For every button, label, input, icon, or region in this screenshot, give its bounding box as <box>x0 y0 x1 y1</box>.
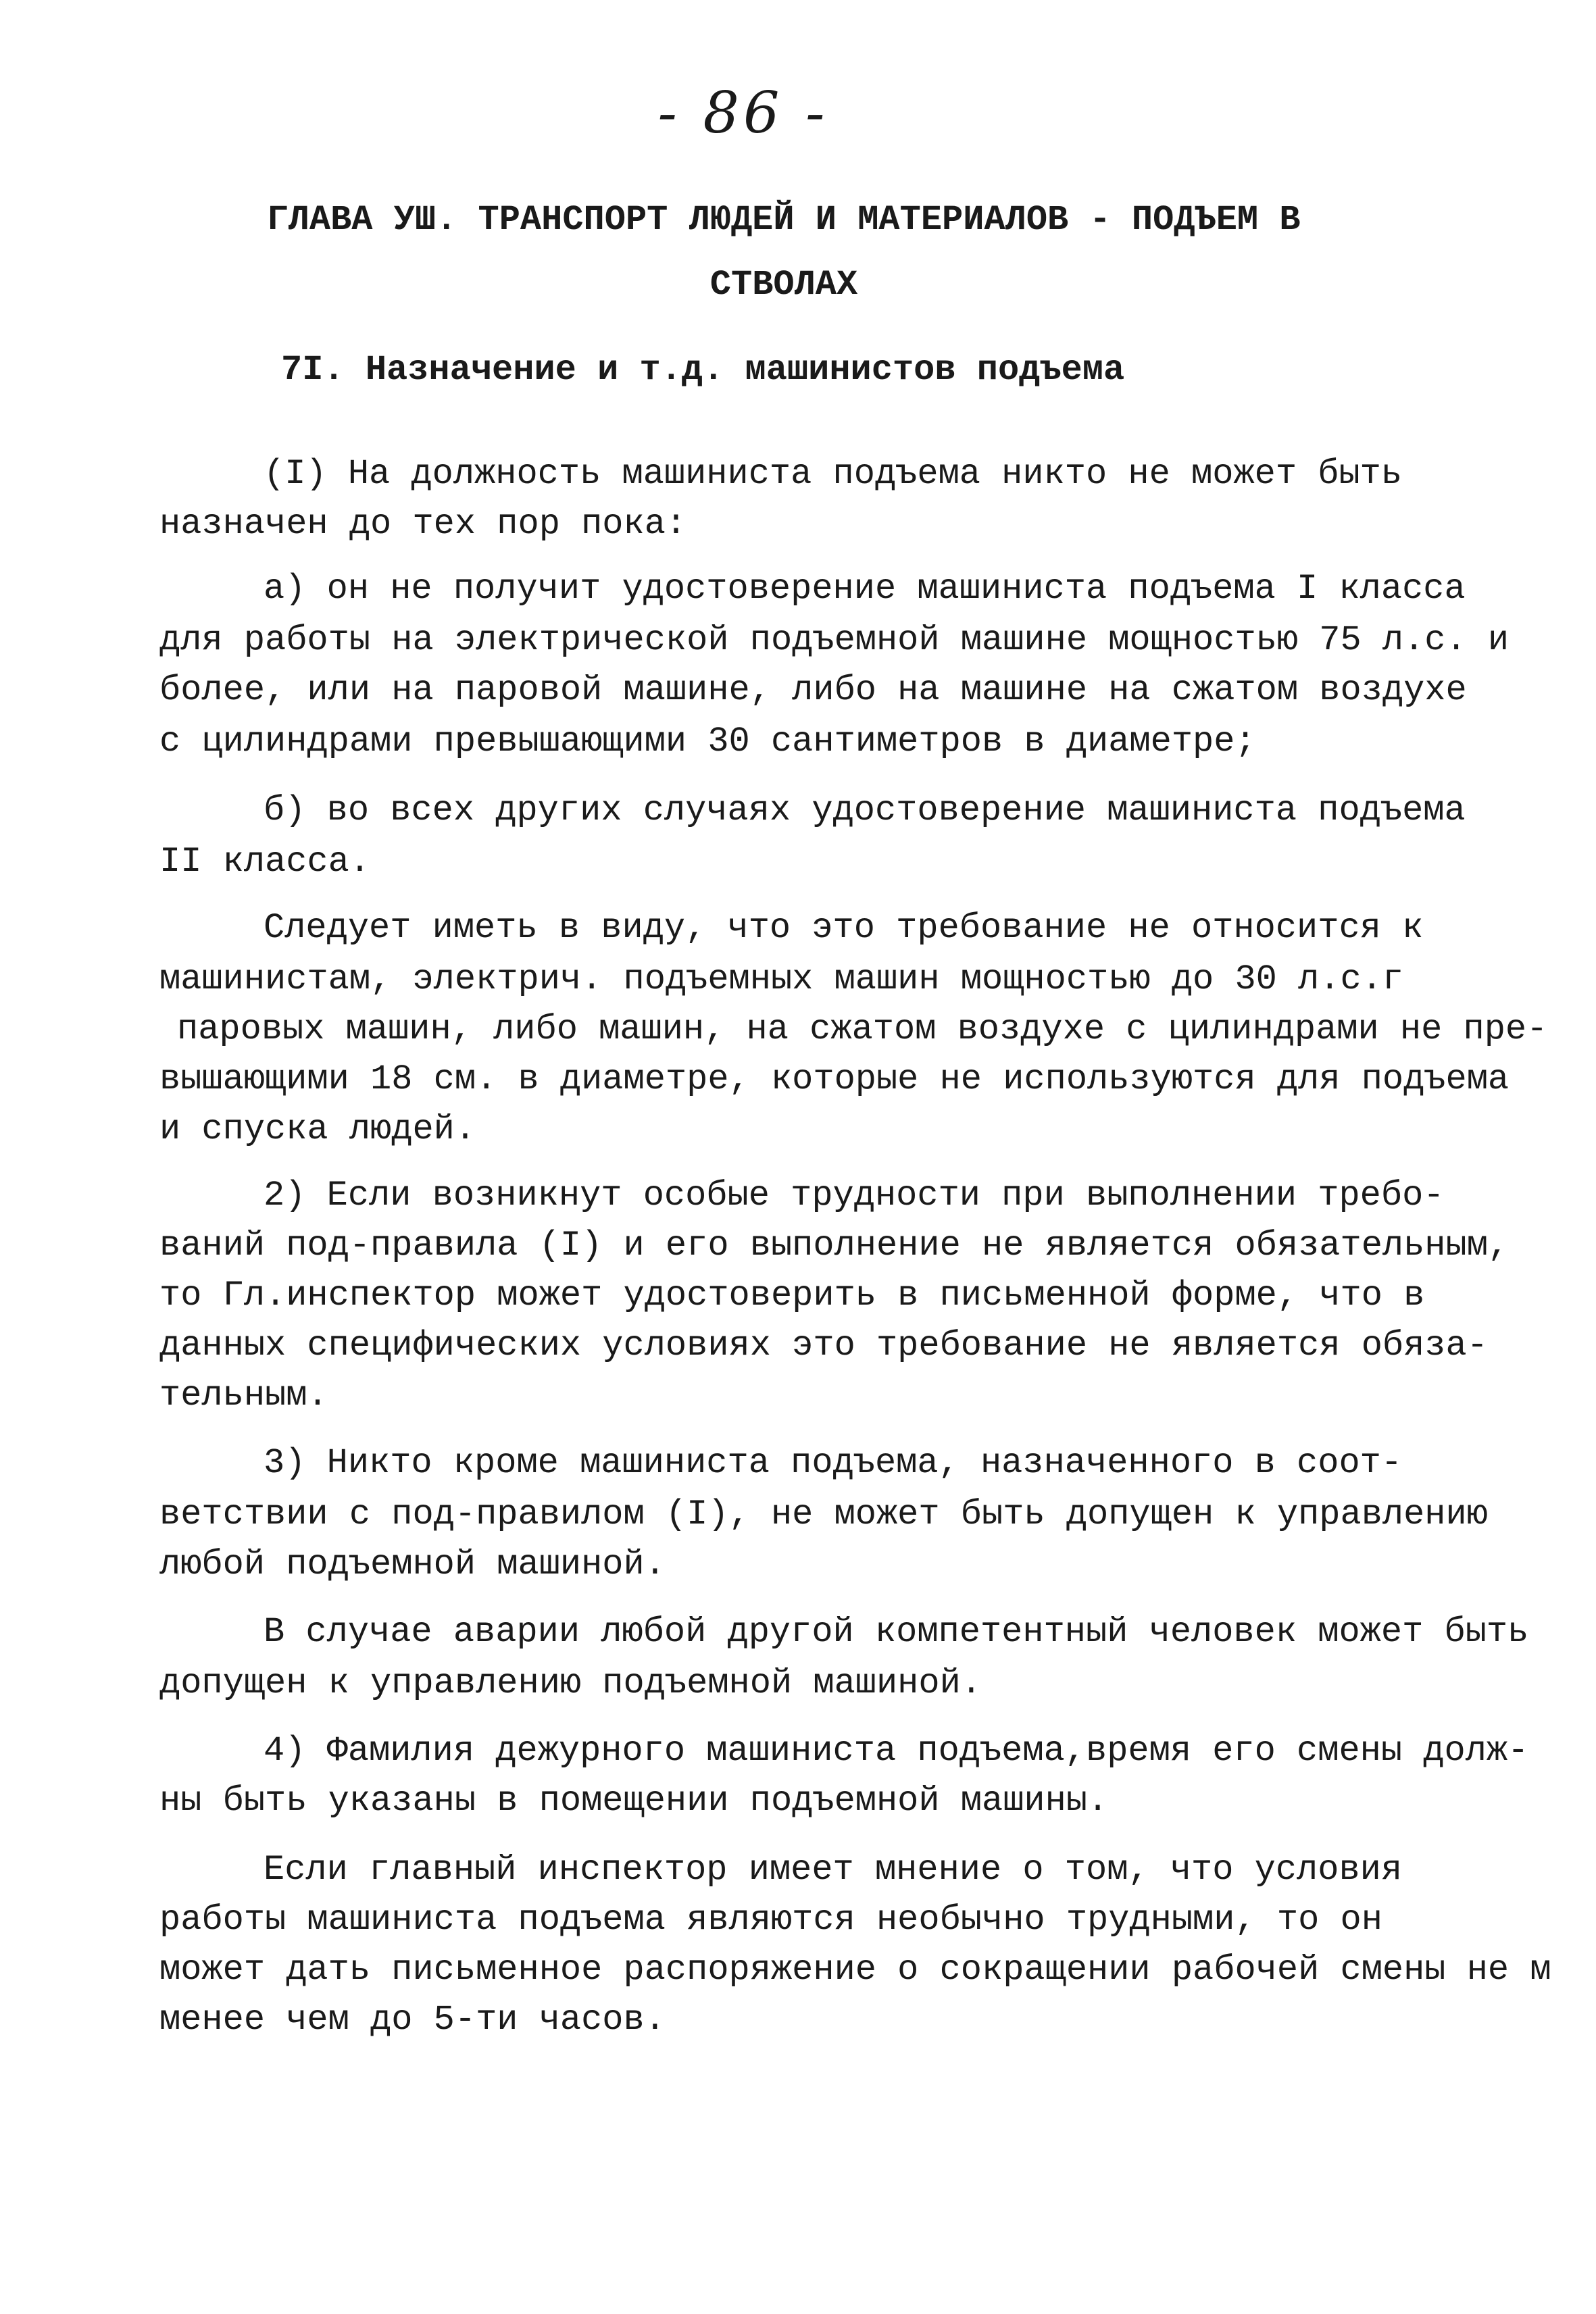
text-line: любой подъемной машиной. <box>159 1544 666 1584</box>
section-heading: 7I. Назначение и т.д. машинистов подъема <box>281 350 1125 390</box>
text-line: для работы на электрической подъемной машине мощностью 75 л.с. и <box>159 620 1510 660</box>
text-line: Следует иметь в виду, что это требование не относится к <box>264 908 1424 948</box>
text-line: II класса. <box>159 842 371 882</box>
text-line: а) он не получит удостоверение машиниста подъема I класса <box>264 569 1466 609</box>
text-line: 3) Никто кроме машиниста подъема, назначенного в соот- <box>264 1443 1403 1483</box>
text-line: 2) Если возникнут особые трудности при выполнении требо- <box>264 1176 1445 1215</box>
text-line: и спуска людей. <box>159 1109 476 1149</box>
text-line: может дать письменное распоряжение о сокращении рабочей смены не м <box>159 1950 1551 1990</box>
text-line: допущен к управлению подъемной машиной. <box>159 1663 982 1703</box>
text-line: машинистам, электрич. подъемных машин мощностью до 30 л.с.г <box>159 959 1404 999</box>
text-line: вышающими 18 см. в диаметре, которые не используются для подъема <box>159 1059 1510 1099</box>
text-line: ны быть указаны в помещении подъемной машины. <box>159 1781 1109 1821</box>
text-line: Если главный инспектор имеет мнение о том, что условия <box>264 1850 1403 1890</box>
text-line: то Гл.инспектор может удостоверить в письменной форме, что в <box>159 1276 1425 1315</box>
text-line: менее чем до 5-ти часов. <box>159 2000 666 2040</box>
page-number: - 86 - <box>657 80 829 146</box>
text-line: с цилиндрами превышающими 30 сантиметров в диаметре; <box>159 722 1256 761</box>
text-line: данных специфических условиях это требование не является обяза- <box>159 1326 1488 1365</box>
text-line: более, или на паровой машине, либо на машине на сжатом воздухе <box>159 670 1467 710</box>
chapter-title-line-2: СТВОЛАХ <box>709 265 858 305</box>
text-line: б) во всех других случаях удостоверение машиниста подъема <box>264 790 1466 830</box>
text-line: паровых машин, либо машин, на сжатом воздухе с цилиндрами не пре- <box>177 1009 1548 1049</box>
text-line: (I) На должность машиниста подъема никто не может быть <box>264 454 1403 494</box>
text-line: ветствии с под-правилом (I), не может быть допущен к управлению <box>159 1494 1488 1534</box>
text-line: ваний под-правила (I) и его выполнение не является обязательным, <box>159 1226 1510 1265</box>
text-line: назначен до тех пор пока: <box>159 504 687 544</box>
text-line: работы машиниста подъема являются необычно трудными, то он <box>159 1900 1382 1940</box>
chapter-title-line-1: ГЛАВА УШ. ТРАНСПОРТ ЛЮДЕЙ И МАТЕРИАЛОВ - ПОДЪЕМ В <box>267 200 1301 240</box>
chapter-title <box>203 188 1365 318</box>
text-line: 4) Фамилия дежурного машиниста подъема,время его смены долж- <box>264 1731 1529 1771</box>
text-line: В случае аварии любой другой компетентный человек может быть <box>264 1612 1529 1652</box>
text-line: тельным. <box>159 1376 328 1415</box>
